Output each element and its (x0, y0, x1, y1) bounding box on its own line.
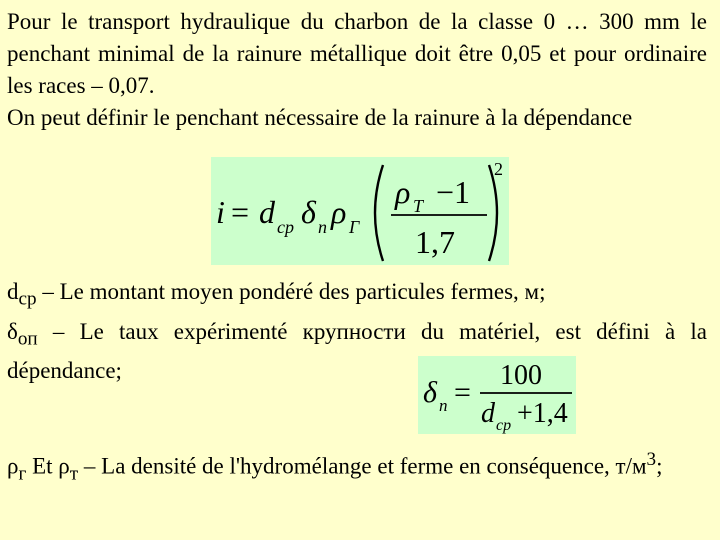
def-rho1-sub: г (18, 463, 27, 485)
formula-delta (418, 356, 576, 434)
formula1-equals: = (231, 194, 250, 230)
formula1-lhs: i (216, 194, 225, 230)
formula1-rho-sub: Г (349, 217, 360, 237)
formula1-d-sub: ср (277, 217, 294, 237)
def-rho-end: ; (656, 453, 663, 479)
formula2-numerator: 100 (500, 360, 542, 391)
def-d-sub: ср (18, 288, 37, 310)
def-d-symbol: d (7, 279, 19, 304)
def-delta-text: – Le taux expérimenté крупности du matériel, est défini à la dépendance; (7, 318, 707, 384)
formula1-delta-sub: п (318, 217, 327, 237)
def-delta (7, 319, 707, 384)
formula1-rho: ρ (331, 194, 347, 230)
def-rho1-symbol: ρ (7, 453, 19, 479)
def-rho2-symbol: ρ (58, 453, 70, 479)
def-rho-and: Et (26, 453, 59, 479)
def-delta-symbol: δ (7, 318, 18, 344)
rho-paragraph (7, 444, 707, 490)
formula2-den-sub: ср (496, 417, 512, 434)
formula1-d: d (259, 194, 275, 230)
def-rho2-sub: т (69, 463, 79, 485)
intro-text: Pour le transport hydraulique du charbon de la classe 0 … 300 mm le penchant minimal de la rainure métallique doit être 0,05 et pour ordinaire les races – 0,07. (7, 9, 707, 98)
formula1-minus-one: −1 (436, 174, 471, 210)
left-paren (375, 165, 383, 261)
right-paren (489, 165, 497, 261)
formula1-exponent: 2 (494, 159, 503, 179)
def-d-text: – Le montant moyen pondéré des particules fermes, м; (36, 279, 546, 304)
intro2-text: On peut définir le penchant nécessaire de la rainure à la dépendance (7, 105, 633, 130)
formula-slope-svg (211, 157, 509, 265)
def-d (7, 279, 546, 310)
formula-slope (211, 157, 509, 265)
formula2-delta-sub: п (439, 396, 448, 415)
formula2-equals: = (454, 376, 471, 409)
def-rho-sup: 3 (646, 449, 657, 470)
formula2-den-plus: +1,4 (517, 398, 568, 429)
def-rho-text: – La densité de l'hydromélange et ferme en conséquence, т/м (78, 453, 647, 479)
formula2-delta: δ (423, 376, 437, 409)
formula2-den-d: d (481, 398, 495, 429)
def-delta-sub: оп (17, 328, 38, 350)
definitions-paragraph (7, 276, 707, 387)
formula-delta-svg (418, 356, 576, 434)
formula1-denominator: 1,7 (415, 224, 455, 260)
formula1-num-rho-sub: Т (413, 196, 424, 216)
formula1-delta: δ (301, 194, 316, 230)
intro-paragraph (7, 6, 707, 134)
formula1-num-rho: ρ (395, 174, 411, 210)
